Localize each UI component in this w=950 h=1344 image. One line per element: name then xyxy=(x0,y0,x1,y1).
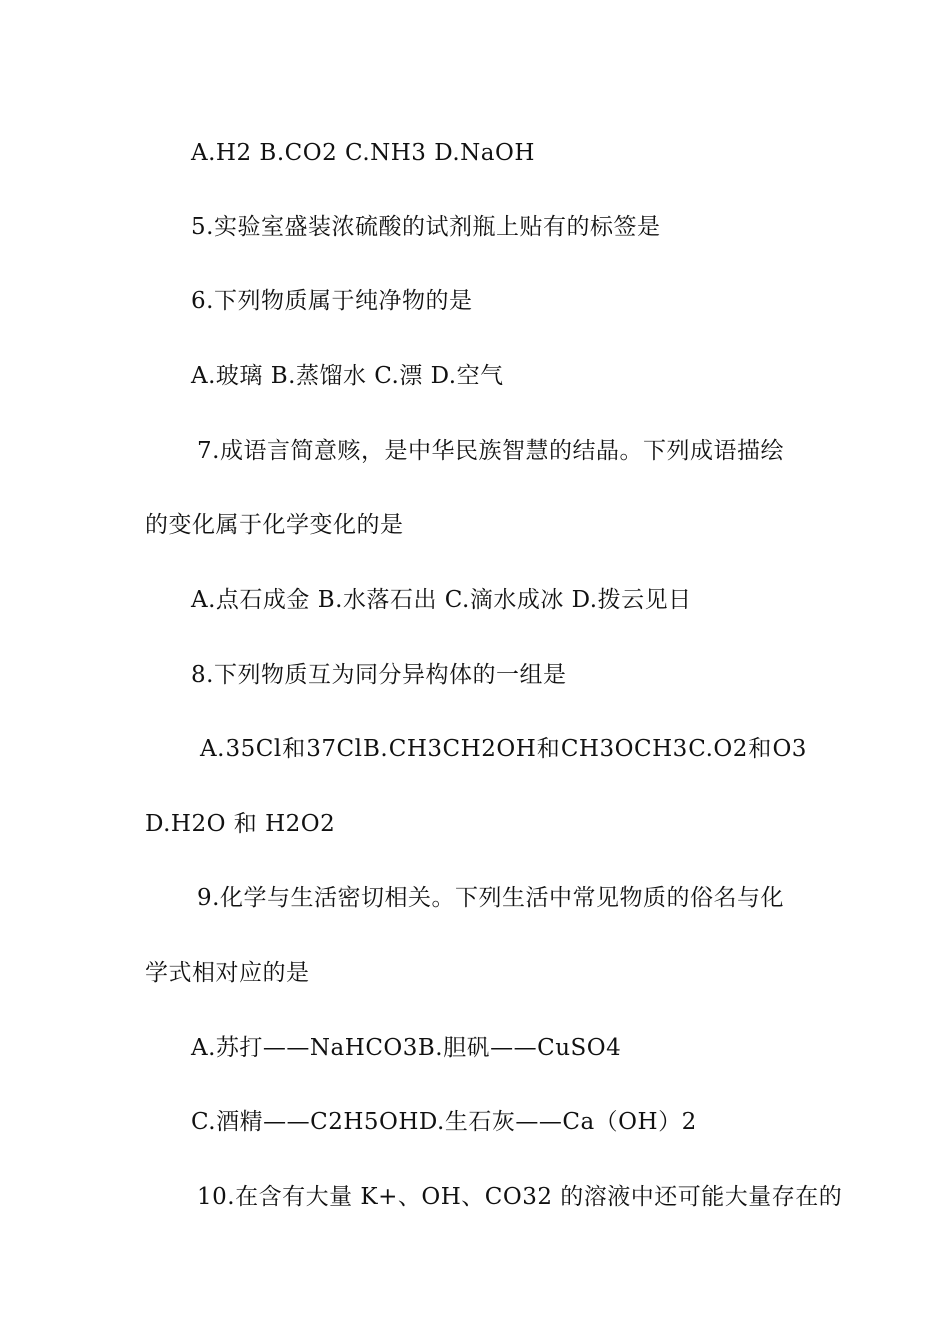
q8-options-line2: D.H2O 和 H2O2 xyxy=(145,811,336,837)
q8-token: A. xyxy=(200,736,225,762)
q8-token: C.O2 xyxy=(688,736,748,762)
q7-text-line2: 的变化属于化学变化的是 xyxy=(145,512,404,538)
q8-token: 和 xyxy=(282,736,306,762)
q7-text-line1: 7.成语言简意赅，是中华民族智慧的结晶。下列成语描绘 xyxy=(197,438,784,464)
q8-token: CH3CH2OH xyxy=(388,736,537,762)
q9-text-line2: 学式相对应的是 xyxy=(145,960,310,986)
q7-options: A.点石成金 B.水落石出 C.滴水成冰 D.拨云见日 xyxy=(191,587,692,613)
q8-token: 37Cl xyxy=(306,736,363,762)
q9-options-cd: C.酒精——C2H5OHD.生石灰——Ca（OH）2 xyxy=(191,1109,697,1135)
q10-text-line1: 10.在含有大量 K+、OH、CO32 的溶液中还可能大量存在的 xyxy=(197,1184,843,1210)
q6-options: A.玻璃 B.蒸馏水 C.漂 D.空气 xyxy=(191,363,504,389)
q6-text: 6.下列物质属于纯净物的是 xyxy=(191,288,473,314)
q5-text: 5.实验室盛装浓硫酸的试剂瓶上贴有的标签是 xyxy=(191,214,661,240)
q8-options-line1 xyxy=(200,734,807,764)
q8-token: CH3OCH3 xyxy=(560,736,688,762)
q8-token: 和 xyxy=(536,736,561,762)
q8-token: B. xyxy=(363,736,389,762)
q8-token: O3 xyxy=(772,736,807,762)
q4-options: A.H2 B.CO2 C.NH3 D.NaOH xyxy=(191,140,535,166)
q8-token: 和 xyxy=(748,736,772,762)
q8-token: 35Cl xyxy=(225,736,282,762)
q9-text-line1: 9.化学与生活密切相关。下列生活中常见物质的俗名与化 xyxy=(197,885,784,911)
q9-options-ab: A.苏打——NaHCO3B.胆矾——CuSO4 xyxy=(191,1035,622,1061)
q8-text: 8.下列物质互为同分异构体的一组是 xyxy=(191,662,567,688)
